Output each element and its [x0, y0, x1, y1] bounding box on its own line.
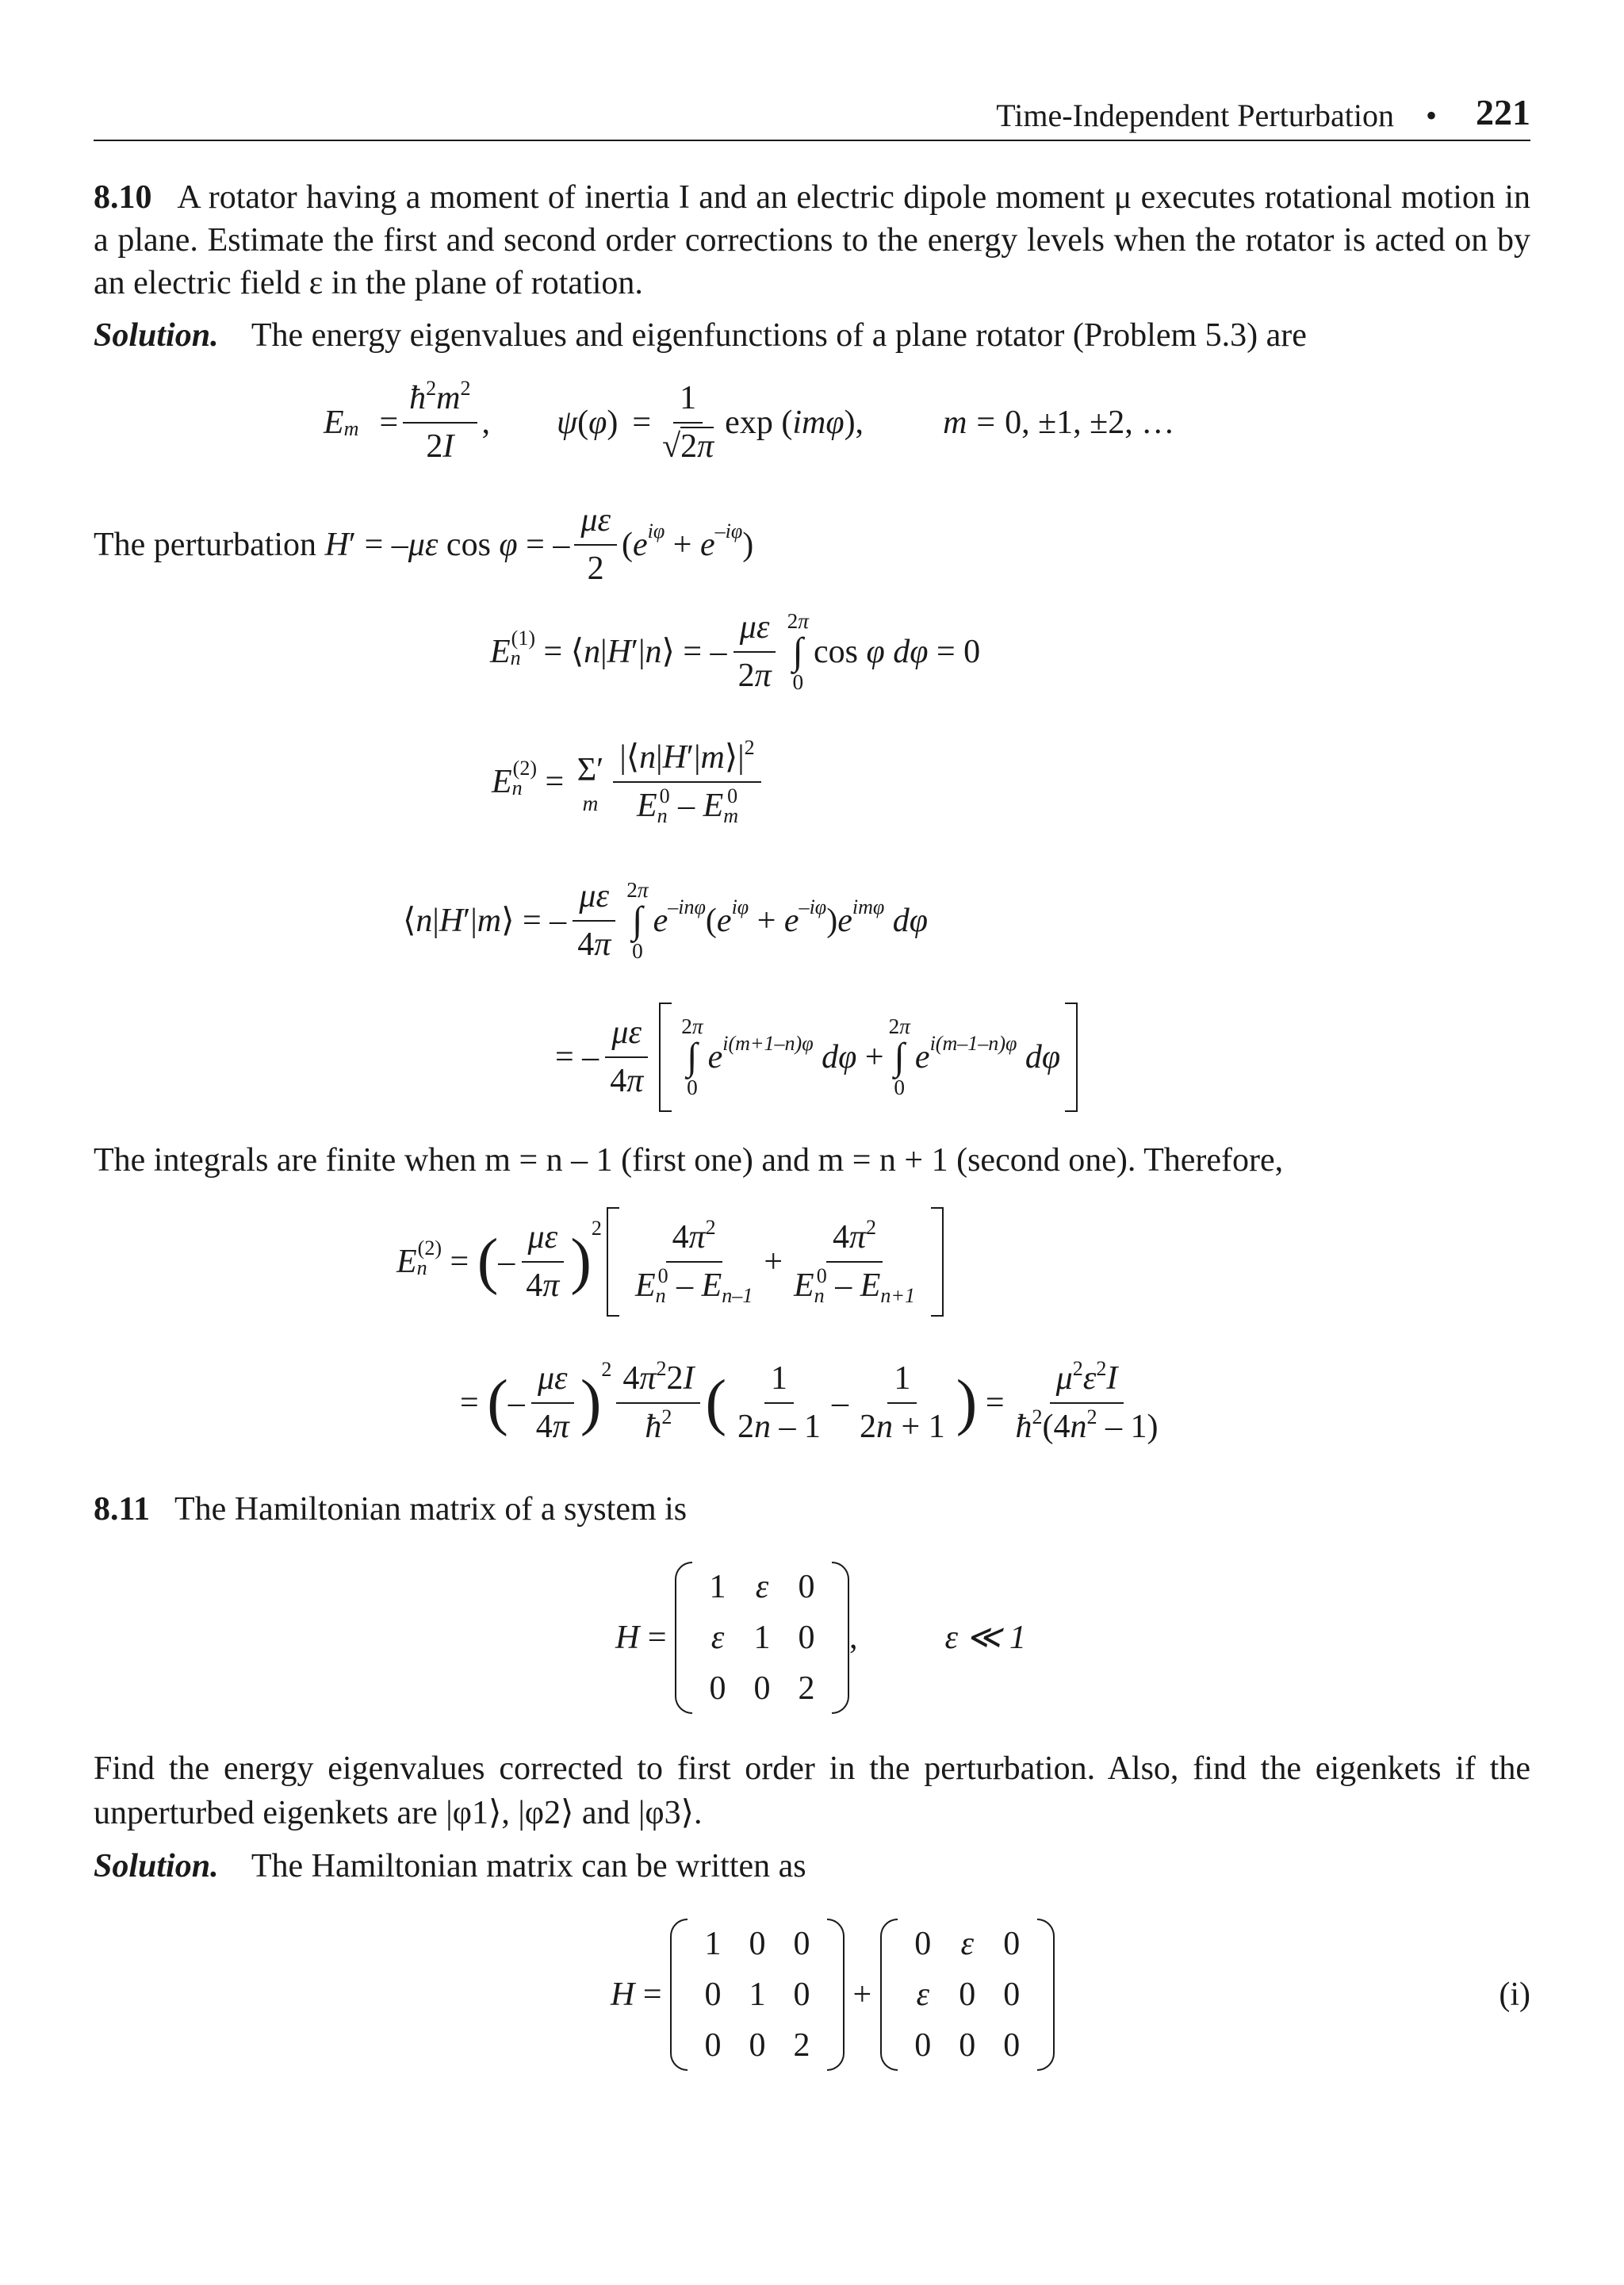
matrix-cell: 0 — [749, 1925, 766, 1962]
problem-number-8-10: 8.10 — [94, 179, 152, 216]
matrix-cell: 0 — [914, 1925, 932, 1962]
matrix-cell: 0 — [798, 1619, 815, 1656]
problem-8-11-statement — [94, 1488, 1530, 1532]
matrix-element-equation: ⟨ n | H ′| m ⟩ = – $\frac{\mu\varepsilon}{4\pi}$ 2π ∫ 0 e $^{-in\varphi}$ ( e $^{i\varphi}$ + e $^{-i\varphi}$ ) e $^{im\varphi}$ dφ — [403, 861, 928, 980]
matrix-cell: 1 — [753, 1619, 771, 1656]
hamiltonian-matrix-equation: H = 1 ε 0 ε 1 0 0 0 2 , ε ≪ 1 — [615, 1555, 1026, 1721]
header-bullet: • — [1425, 98, 1437, 133]
matrix-H — [675, 1562, 849, 1714]
problem-8-11-text: The Hamiltonian matrix of a system is — [174, 1491, 688, 1528]
perturbation-equation: The perturbation H ′ = – με cos φ = – $\frac{\mu\varepsilon}{2}$ ( e $^{i\varphi}$ + e $^{-i\varphi}$ ) — [94, 493, 753, 596]
solution-intro-text: The energy eigenvalues and eigenfunctions of a plane rotator (Problem 5.3) are — [251, 317, 1307, 354]
second-order-result-2: = ( – $\frac{\mu\varepsilon}{4\pi}$ ) $^2$ $\frac{4\pi^22I}{ħ^2}$ ( $\frac{1}{2n - 1}$ – $\frac{1}{2n + 1}$ ) = $\frac{\mu^2\varepsilon^2I}{ħ^2(4n^2 - 1)}$ — [460, 1357, 1159, 1445]
solution-label: Solution. — [94, 317, 219, 354]
matrix-cell: 0 — [1003, 1976, 1021, 2013]
solution-8-10-intro — [94, 314, 1530, 358]
perturbation-lead: The perturbation — [94, 526, 317, 563]
matrix-cell: 1 — [709, 1568, 726, 1605]
matrix-cell: 0 — [709, 1670, 726, 1707]
matrix-cell: ε — [916, 1976, 929, 2013]
problem-8-11-question: Find the energy eigenvalues corrected to first order in the perturbation. Also, find the eigenkets if the unperturbed eigenkets are |φ1⟩, |φ2⟩ and |φ3⟩. — [94, 1750, 1530, 1831]
eigen-equations: E $_m$ = $\frac{ħ^2m^2}{2I}$ , ψ ( φ ) = $\frac{1}{√2\pi}$ exp ( imφ ), m = 0, ±1, ±2, … — [324, 377, 1175, 465]
matrix-cell: 0 — [793, 1976, 810, 2013]
matrix-element-expanded: = – $\frac{\mu\varepsilon}{4\pi}$ 2π ∫ 0 e $^{i(m+1-n)\varphi}$ dφ + 2π ∫ 0 e $^{i(m-1-n)\varphi}$ dφ — [555, 998, 1082, 1117]
matrix-Hprime — [880, 1919, 1055, 2071]
running-title: Time-Independent Perturbation — [996, 98, 1394, 133]
matrix-cell: 0 — [959, 1976, 976, 2013]
page-number: 221 — [1476, 92, 1530, 132]
integrals-text: The integrals are finite when m = n – 1 (first one) and m = n + 1 (second one). Therefore, — [94, 1142, 1284, 1179]
matrix-cell: 2 — [798, 1670, 815, 1707]
second-order-formula: E $_n$ $^{(2)}$ = Σ′ m $\frac{|⟨n|H'|m⟩|^2}{E_n^0 - E_m^0}$ — [492, 727, 766, 838]
epsilon-condition: ε ≪ 1 — [944, 1619, 1027, 1656]
matrix-cell: ε — [960, 1925, 974, 1962]
header-rule — [94, 140, 1530, 141]
matrix-cell: ε — [710, 1619, 725, 1656]
solution-8-11 — [94, 1845, 1530, 1888]
matrix-cell: 0 — [798, 1568, 815, 1605]
second-order-result-1: E $_n$ $^{(2)}$ = ( – $\frac{\mu\varepsilon}{4\pi}$ ) $^2$ $\frac{4\pi^2}{E_n^0 - E_{n-1}}$ + $\frac{4\pi^2}{E_n^0 - E_{n+1}}$ — [396, 1202, 948, 1321]
solution-label-8-11: Solution. — [94, 1848, 219, 1884]
matrix-cell: 1 — [704, 1925, 722, 1962]
matrix-cell: 0 — [704, 2026, 722, 2064]
matrix-cell: 1 — [749, 1976, 766, 2013]
equation-label-i: (i) — [1499, 1976, 1530, 2013]
matrix-cell: 0 — [914, 2026, 932, 2064]
problem-8-10-statement — [94, 176, 1530, 305]
matrix-cell: ε — [755, 1568, 769, 1605]
matrix-cell: 0 — [749, 2026, 766, 2064]
matrix-cell: 0 — [1003, 1925, 1021, 1962]
matrix-cell: 0 — [959, 2026, 976, 2064]
solution-8-11-text: The Hamiltonian matrix can be written as — [251, 1848, 806, 1884]
running-header — [94, 94, 1530, 141]
problem-number-8-11: 8.11 — [94, 1491, 151, 1528]
matrix-cell: 2 — [793, 2026, 810, 2064]
matrix-cell: 0 — [1003, 2026, 1021, 2064]
matrix-cell: 0 — [704, 1976, 722, 2013]
problem-8-10-text: A rotator having a moment of inertia I and an electric dipole moment μ executes rotational motion in a plane. Estimate the first and second order corrections to the energy levels when the rotator is acted on by an electric field ε in the plane of rotation. — [94, 179, 1530, 301]
matrix-cell: 0 — [793, 1925, 810, 1962]
matrix-H0 — [670, 1919, 845, 2071]
first-order-correction: E $_n$ $^{(1)}$ = ⟨ n | H ′| n ⟩ = – $\frac{\mu\varepsilon}{2\pi}$ 2π ∫ 0 cos φ dφ = 0 — [490, 596, 980, 707]
hamiltonian-decomposition: H = 1 0 0 0 1 0 0 0 2 + 0 ε 0 ε 0 0 0 0 0 — [611, 1911, 1055, 2078]
matrix-cell: 0 — [753, 1670, 771, 1707]
